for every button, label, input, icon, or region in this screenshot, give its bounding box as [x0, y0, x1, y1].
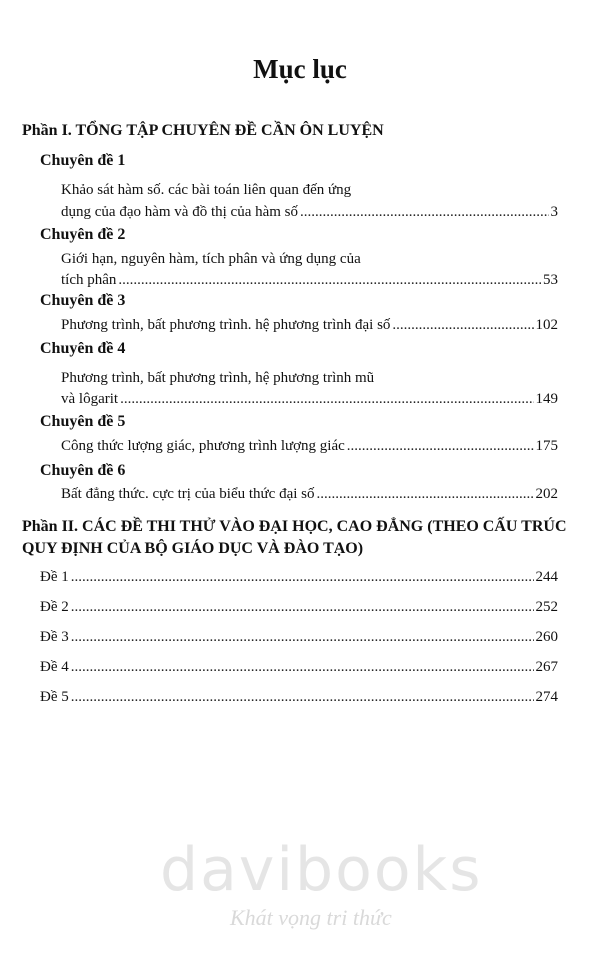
exam-3-page: 260 [535, 629, 558, 645]
dot-leader [316, 484, 533, 504]
topic-1-page: 3 [550, 204, 558, 220]
part1-heading: Phần I. TỔNG TẬP CHUYÊN ĐỀ CẦN ÔN LUYỆN [22, 122, 384, 139]
exam-2-title: Đề 2 [40, 599, 69, 615]
dot-leader [300, 202, 548, 222]
topic-1-entry[interactable] [61, 202, 558, 222]
exam-1-title: Đề 1 [40, 569, 69, 585]
topic-6-line-1: Bất đẳng thức. cực trị của biểu thức đại số [61, 486, 315, 502]
dot-leader [347, 436, 534, 456]
topic-5-page: 175 [535, 438, 558, 454]
topic-5-line-1: Công thức lượng giác, phương trình lượng giác [61, 438, 345, 454]
topic-4-page: 149 [535, 391, 558, 407]
topic-5-title: Chuyên đề 5 [40, 413, 126, 430]
topic-1-line-1: Khảo sát hàm số. các bài toán liên quan đến ứng [61, 182, 352, 198]
exam-3-title: Đề 3 [40, 629, 69, 645]
topic-3-entry[interactable] [61, 315, 558, 335]
exam-4-entry[interactable] [40, 657, 558, 677]
dot-leader [71, 687, 534, 707]
topic-6-entry[interactable] [61, 484, 558, 504]
topic-1-line-2: dụng của đạo hàm và đồ thị của hàm số [61, 204, 299, 220]
exam-1-page: 244 [535, 569, 558, 585]
topic-2-line-2: tích phân [61, 272, 117, 288]
topic-3-title: Chuyên đề 3 [40, 292, 126, 309]
topic-3-line-1: Phương trình, bất phương trình. hệ phương trình đại số [61, 317, 391, 333]
dot-leader [118, 270, 541, 290]
topic-5-entry[interactable] [61, 436, 558, 456]
topic-6-page: 202 [535, 486, 558, 502]
topic-3-page: 102 [535, 317, 558, 333]
dot-leader [71, 567, 534, 587]
exam-3-entry[interactable] [40, 627, 558, 647]
exam-5-entry[interactable] [40, 687, 558, 707]
page-title: Mục lục [253, 54, 347, 84]
topic-1-title: Chuyên đề 1 [40, 152, 126, 169]
topic-4-line-2: và lôgarit [61, 391, 119, 407]
topic-4-title: Chuyên đề 4 [40, 340, 126, 357]
watermark-slogan: Khát vọng tri thức [230, 905, 392, 930]
exam-1-entry[interactable] [40, 567, 558, 587]
part2-heading: Phần II. CÁC ĐỀ THI THỬ VÀO ĐẠI HỌC, CAO ĐẲNG (THEO CẤU TRÚC QUY ĐỊNH CỦA BỘ GIÁO DỤC VÀ ĐÀO TẠO) [22, 518, 567, 557]
exam-4-page: 267 [535, 659, 558, 675]
topic-2-page: 53 [543, 272, 558, 288]
dot-leader [392, 315, 533, 335]
topic-4-entry[interactable] [61, 389, 558, 409]
topic-2-line-1: Giới hạn, nguyên hàm, tích phân và ứng dụng của [61, 251, 361, 267]
dot-leader [71, 597, 534, 617]
dot-leader [71, 657, 534, 677]
exam-4-title: Đề 4 [40, 659, 69, 675]
exam-2-page: 252 [535, 599, 558, 615]
topic-6-title: Chuyên đề 6 [40, 462, 126, 479]
dot-leader [120, 389, 533, 409]
topic-2-entry[interactable] [61, 270, 558, 290]
watermark-logo: davibooks [160, 835, 483, 905]
topic-4-line-1: Phương trình, bất phương trình, hệ phương trình mũ [61, 370, 375, 386]
exam-5-title: Đề 5 [40, 689, 69, 705]
exam-5-page: 274 [535, 689, 558, 705]
dot-leader [71, 627, 534, 647]
exam-2-entry[interactable] [40, 597, 558, 617]
topic-2-title: Chuyên đề 2 [40, 226, 126, 243]
